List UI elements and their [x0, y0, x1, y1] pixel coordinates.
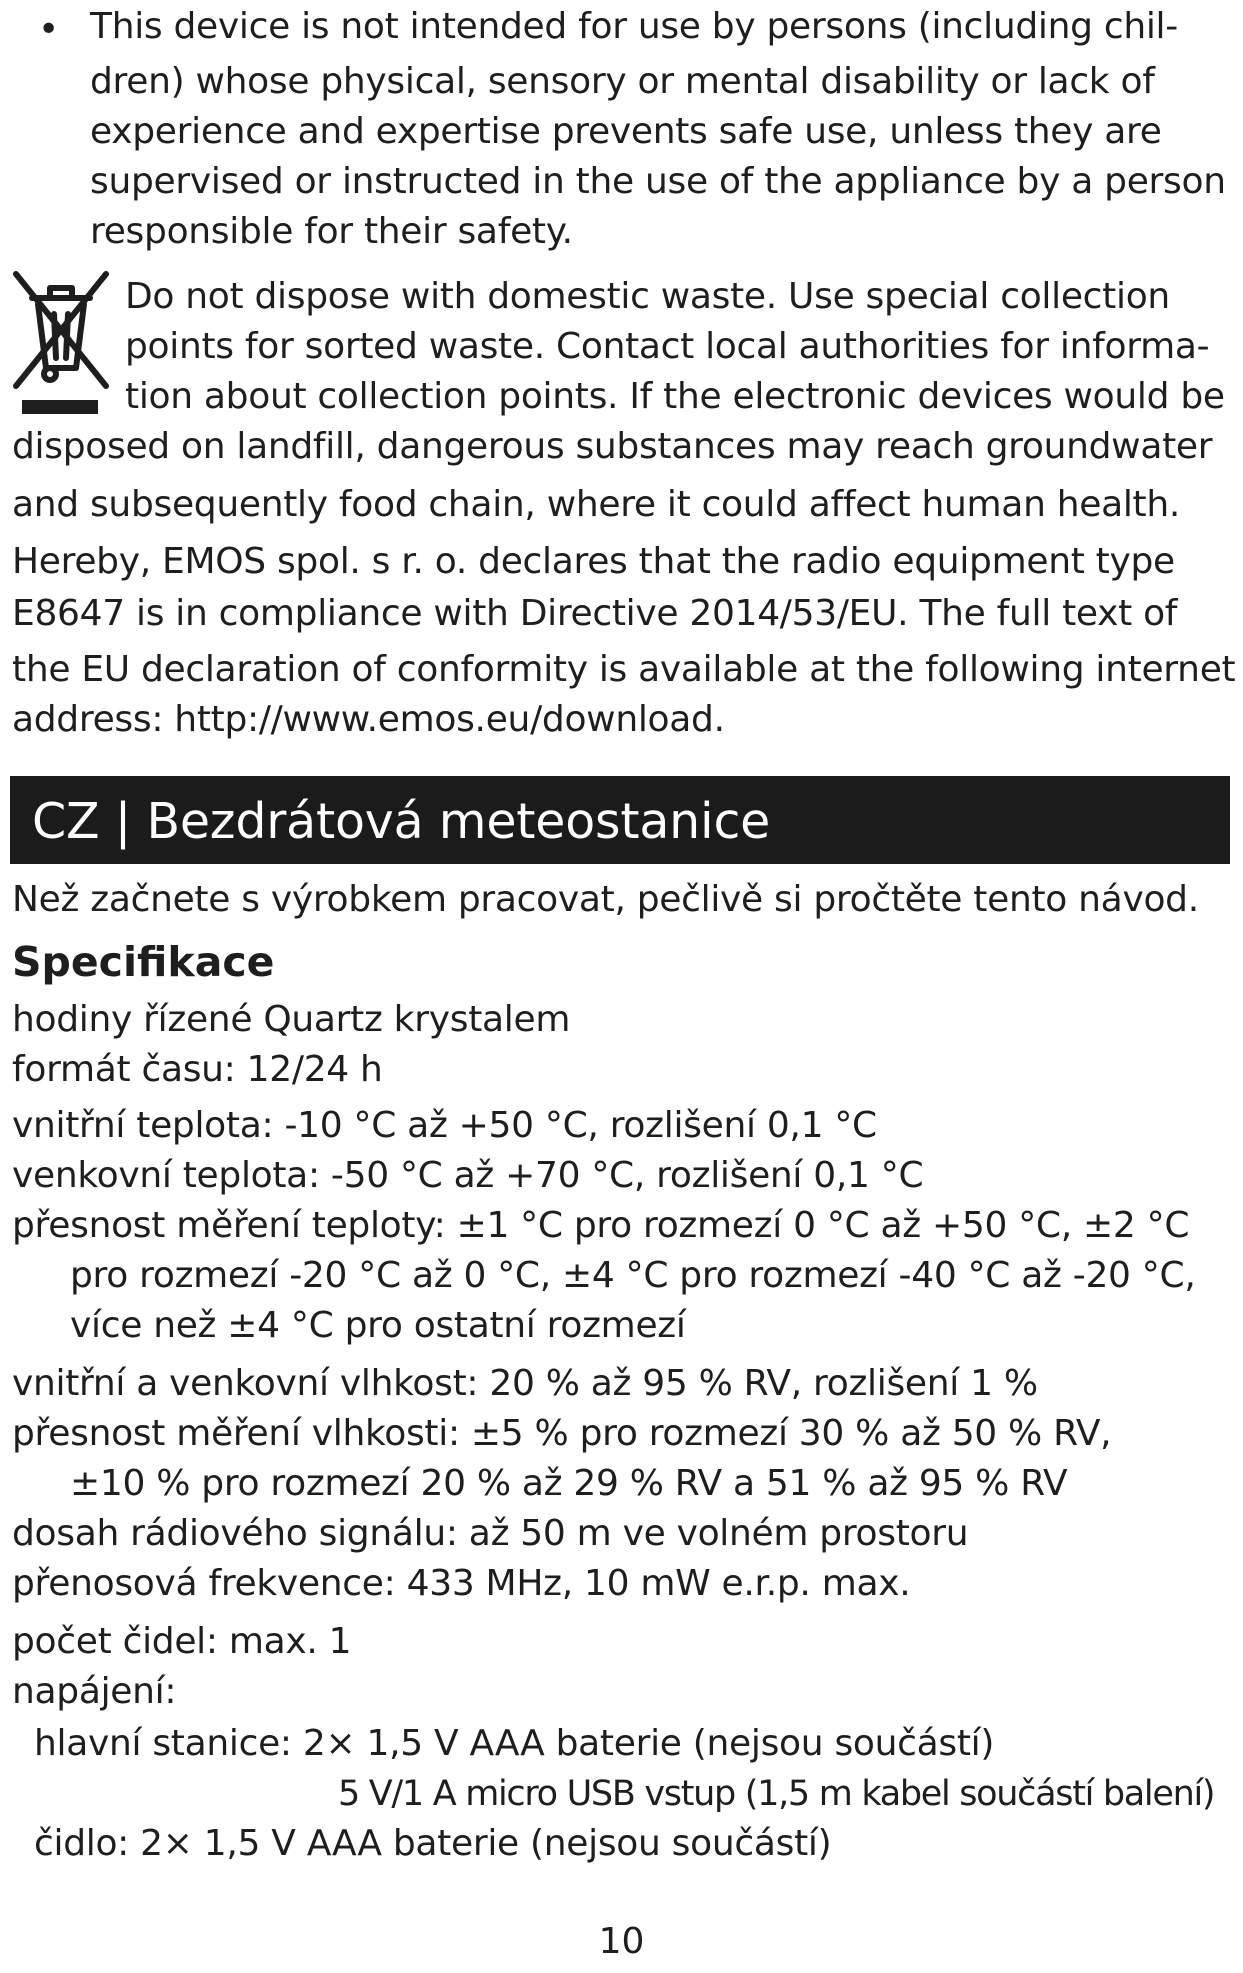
spec-line: 5 V/1 A micro USB vstup (1,5 m kabel součástí balení) — [338, 1774, 1215, 1814]
spec-line: vnitřní a venkovní vlhkost: 20 % až 95 % RV, rozlišení 1 % — [12, 1363, 1038, 1404]
warning-line: supervised or instructed in the use of the appliance by a person — [90, 161, 1226, 202]
warning-line: dren) whose physical, sensory or mental disability or lack of — [90, 61, 1155, 102]
spec-line: hodiny řízené Quartz krystalem — [12, 999, 571, 1040]
intro-text: Než začnete s výrobkem pracovat, pečlivě si pročtěte tento návod. — [12, 879, 1199, 920]
disposal-line: tion about collection points. If the electronic devices would be — [125, 376, 1225, 417]
section-title: CZ | Bezdrátová meteostanice — [32, 793, 771, 850]
disposal-line: points for sorted waste. Contact local authorities for informa- — [125, 326, 1210, 367]
spec-line: formát času: 12/24 h — [12, 1049, 383, 1090]
spec-line: přesnost měření vlhkosti: ±5 % pro rozmezí 30 % až 50 % RV, — [12, 1413, 1112, 1454]
declaration-line: E8647 is in compliance with Directive 2014/53/EU. The full text of — [12, 593, 1178, 634]
crossed-out-wheelie-bin-icon — [10, 268, 110, 418]
spec-line: dosah rádiového signálu: až 50 m ve volném prostoru — [12, 1513, 969, 1554]
spec-line: vnitřní teplota: -10 °C až +50 °C, rozlišení 0,1 °C — [12, 1105, 877, 1146]
warning-line: experience and expertise prevents safe use, unless they are — [90, 111, 1162, 152]
page-number: 10 — [598, 1921, 645, 1962]
warning-line: This device is not intended for use by persons (including chil- — [90, 6, 1178, 47]
spec-line: přesnost měření teploty: ±1 °C pro rozmezí 0 °C až +50 °C, ±2 °C — [12, 1205, 1190, 1246]
spec-line: ±10 % pro rozmezí 20 % až 29 % RV a 51 % až 95 % RV — [70, 1463, 1068, 1504]
section-banner — [10, 776, 1230, 864]
spec-line: pro rozmezí -20 °C až 0 °C, ±4 °C pro rozmezí -40 °C až -20 °C, — [70, 1255, 1196, 1296]
declaration-line: the EU declaration of conformity is available at the following internet — [12, 649, 1236, 690]
disposal-line: Do not dispose with domestic waste. Use special collection — [125, 276, 1170, 317]
spec-line: hlavní stanice: 2× 1,5 V AAA baterie (nejsou součástí) — [34, 1723, 995, 1764]
spec-heading: Specifikace — [12, 938, 275, 986]
bullet-marker: • — [38, 9, 60, 50]
warning-line: responsible for their safety. — [90, 211, 573, 252]
spec-line: počet čidel: max. 1 — [12, 1621, 352, 1662]
spec-line: více než ±4 °C pro ostatní rozmezí — [70, 1305, 686, 1346]
disposal-line: and subsequently food chain, where it could affect human health. — [12, 484, 1181, 525]
spec-line: napájení: — [12, 1671, 177, 1712]
spec-line: čidlo: 2× 1,5 V AAA baterie (nejsou součástí) — [34, 1823, 832, 1864]
spec-line: venkovní teplota: -50 °C až +70 °C, rozlišení 0,1 °C — [12, 1155, 924, 1196]
declaration-line: Hereby, EMOS spol. s r. o. declares that the radio equipment type — [12, 541, 1175, 582]
declaration-line: address: http://www.emos.eu/download. — [12, 699, 725, 740]
disposal-line: disposed on landfill, dangerous substances may reach groundwater — [12, 426, 1213, 467]
spec-line: přenosová frekvence: 433 MHz, 10 mW e.r.p. max. — [12, 1563, 911, 1604]
